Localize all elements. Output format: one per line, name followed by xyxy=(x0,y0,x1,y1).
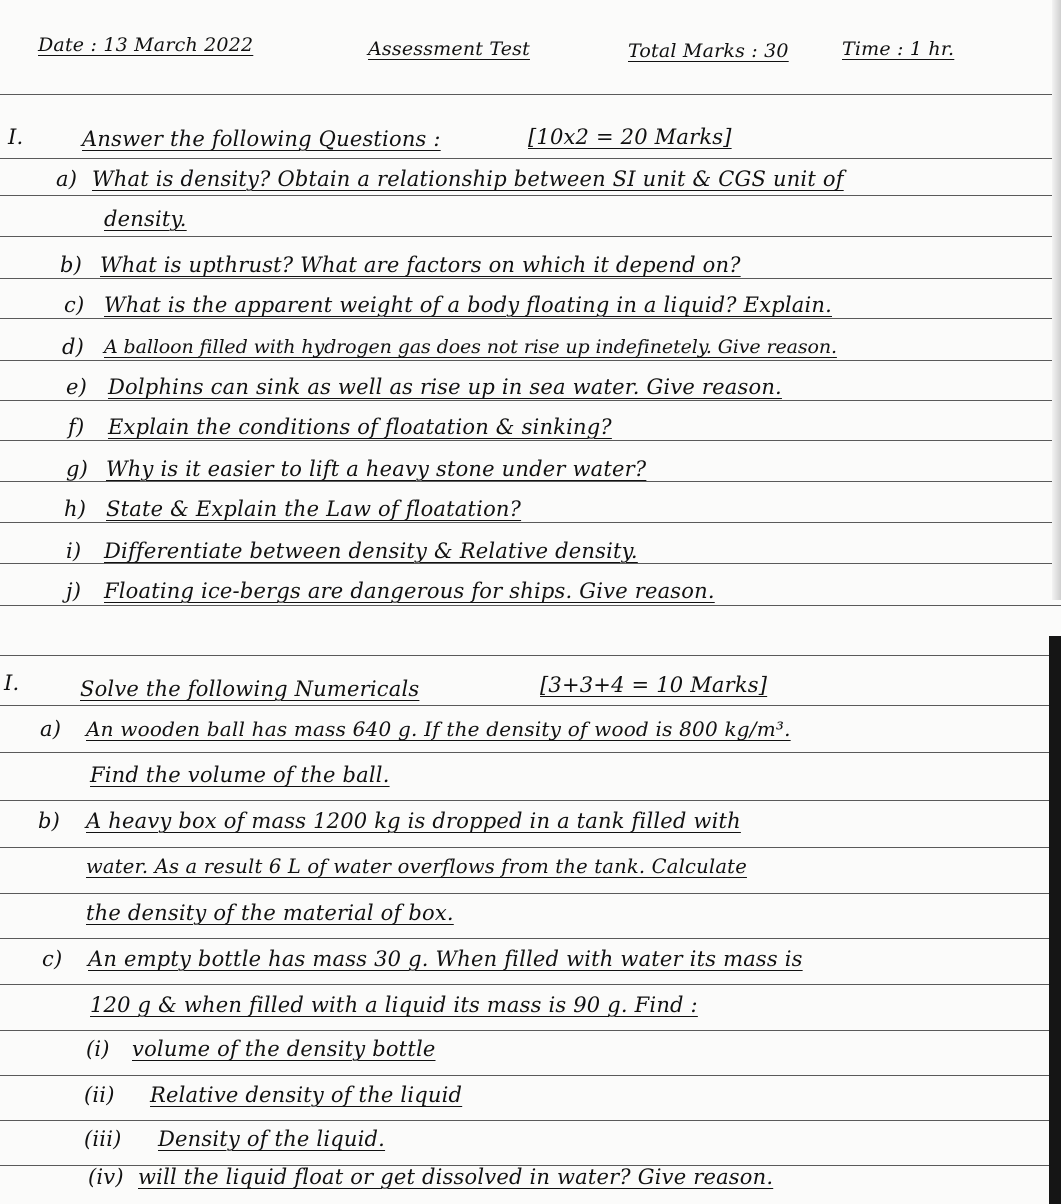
numerical-label: b) xyxy=(38,809,61,833)
question-text: What is the apparent weight of a body floating in a liquid? Explain. xyxy=(104,293,832,317)
sub-part-text: Density of the liquid. xyxy=(158,1127,386,1151)
ruled-line xyxy=(0,984,1061,985)
section-2-heading: Solve the following Numericals xyxy=(80,677,420,701)
ruled-line xyxy=(0,195,1061,196)
numerical-text: 120 g & when filled with a liquid its mass is 90 g. Find : xyxy=(90,993,698,1017)
question-label: f) xyxy=(68,415,85,439)
ruled-line xyxy=(0,278,1061,279)
ruled-line xyxy=(0,752,1061,753)
numerical-text: Find the volume of the ball. xyxy=(90,763,390,787)
section-2-marks: [3+3+4 = 10 Marks] xyxy=(540,673,768,697)
section-1-heading: Answer the following Questions : xyxy=(82,127,441,151)
section-1-marks: [10x2 = 20 Marks] xyxy=(528,125,732,149)
question-label: h) xyxy=(64,497,87,521)
ruled-line xyxy=(0,400,1061,401)
question-label: a) xyxy=(56,167,78,191)
section-2-number: I. xyxy=(4,671,20,695)
ruled-line xyxy=(0,1075,1061,1076)
ruled-line xyxy=(0,522,1061,523)
question-text: Floating ice-bergs are dangerous for ships. Give reason. xyxy=(104,579,715,603)
question-label: d) xyxy=(62,335,85,359)
numerical-text: An wooden ball has mass 640 g. If the density of wood is 800 kg/m³. xyxy=(86,717,791,741)
test-title: Assessment Test xyxy=(368,38,530,60)
question-label: b) xyxy=(60,253,83,277)
sub-part-text: will the liquid float or get dissolved in water? Give reason. xyxy=(138,1165,774,1189)
ruled-line xyxy=(0,318,1061,319)
question-label: g) xyxy=(66,457,89,481)
ruled-line xyxy=(0,158,1061,159)
question-label: j) xyxy=(66,579,82,603)
sub-part-label: (iii) xyxy=(84,1127,122,1151)
question-text: Why is it easier to lift a heavy stone under water? xyxy=(106,457,647,481)
ruled-line xyxy=(0,800,1061,801)
ruled-line xyxy=(0,360,1061,361)
numerical-label: c) xyxy=(42,947,63,971)
numerical-text: A heavy box of mass 1200 kg is dropped in a tank filled with xyxy=(86,809,741,833)
ruled-line xyxy=(0,847,1061,848)
section-1-number: I. xyxy=(8,125,24,149)
ruled-line xyxy=(0,1120,1061,1121)
sub-part-label: (i) xyxy=(86,1037,110,1061)
ruled-line xyxy=(0,893,1061,894)
numerical-text: water. As a result 6 L of water overflows from the tank. Calculate xyxy=(86,855,747,878)
question-text: What is density? Obtain a relationship between SI unit & CGS unit of xyxy=(92,167,844,191)
time-label: Time : 1 hr. xyxy=(842,38,955,60)
page-edge-shadow xyxy=(1052,0,1061,600)
ruled-line xyxy=(0,94,1061,95)
numerical-text: An empty bottle has mass 30 g. When filled with water its mass is xyxy=(88,947,803,971)
sub-part-label: (iv) xyxy=(88,1165,124,1189)
numerical-text: the density of the material of box. xyxy=(86,901,454,925)
sub-part-text: Relative density of the liquid xyxy=(150,1083,463,1107)
ruled-line xyxy=(0,655,1061,656)
ruled-line xyxy=(0,440,1061,441)
page-edge-dark xyxy=(1049,636,1061,1204)
ruled-line xyxy=(0,1030,1061,1031)
question-text: Dolphins can sink as well as rise up in sea water. Give reason. xyxy=(108,375,782,399)
numerical-label: a) xyxy=(40,717,62,741)
sub-part-label: (ii) xyxy=(84,1083,115,1107)
question-text-continued: density. xyxy=(104,207,187,231)
question-label: e) xyxy=(66,375,88,399)
question-text: State & Explain the Law of floatation? xyxy=(106,497,522,521)
question-text: What is upthrust? What are factors on which it depend on? xyxy=(100,253,741,277)
ruled-line xyxy=(0,705,1061,706)
ruled-line xyxy=(0,605,1061,606)
question-label: i) xyxy=(66,539,82,563)
total-marks: Total Marks : 30 xyxy=(628,40,789,62)
ruled-line xyxy=(0,938,1061,939)
date-label: Date : 13 March 2022 xyxy=(38,34,254,56)
sub-part-text: volume of the density bottle xyxy=(132,1037,436,1061)
question-label: c) xyxy=(64,293,85,317)
question-text: Differentiate between density & Relative density. xyxy=(104,539,638,563)
question-text: A balloon filled with hydrogen gas does not rise up indefinetely. Give reason. xyxy=(104,336,837,358)
question-text: Explain the conditions of floatation & sinking? xyxy=(108,415,612,439)
ruled-line xyxy=(0,236,1061,237)
